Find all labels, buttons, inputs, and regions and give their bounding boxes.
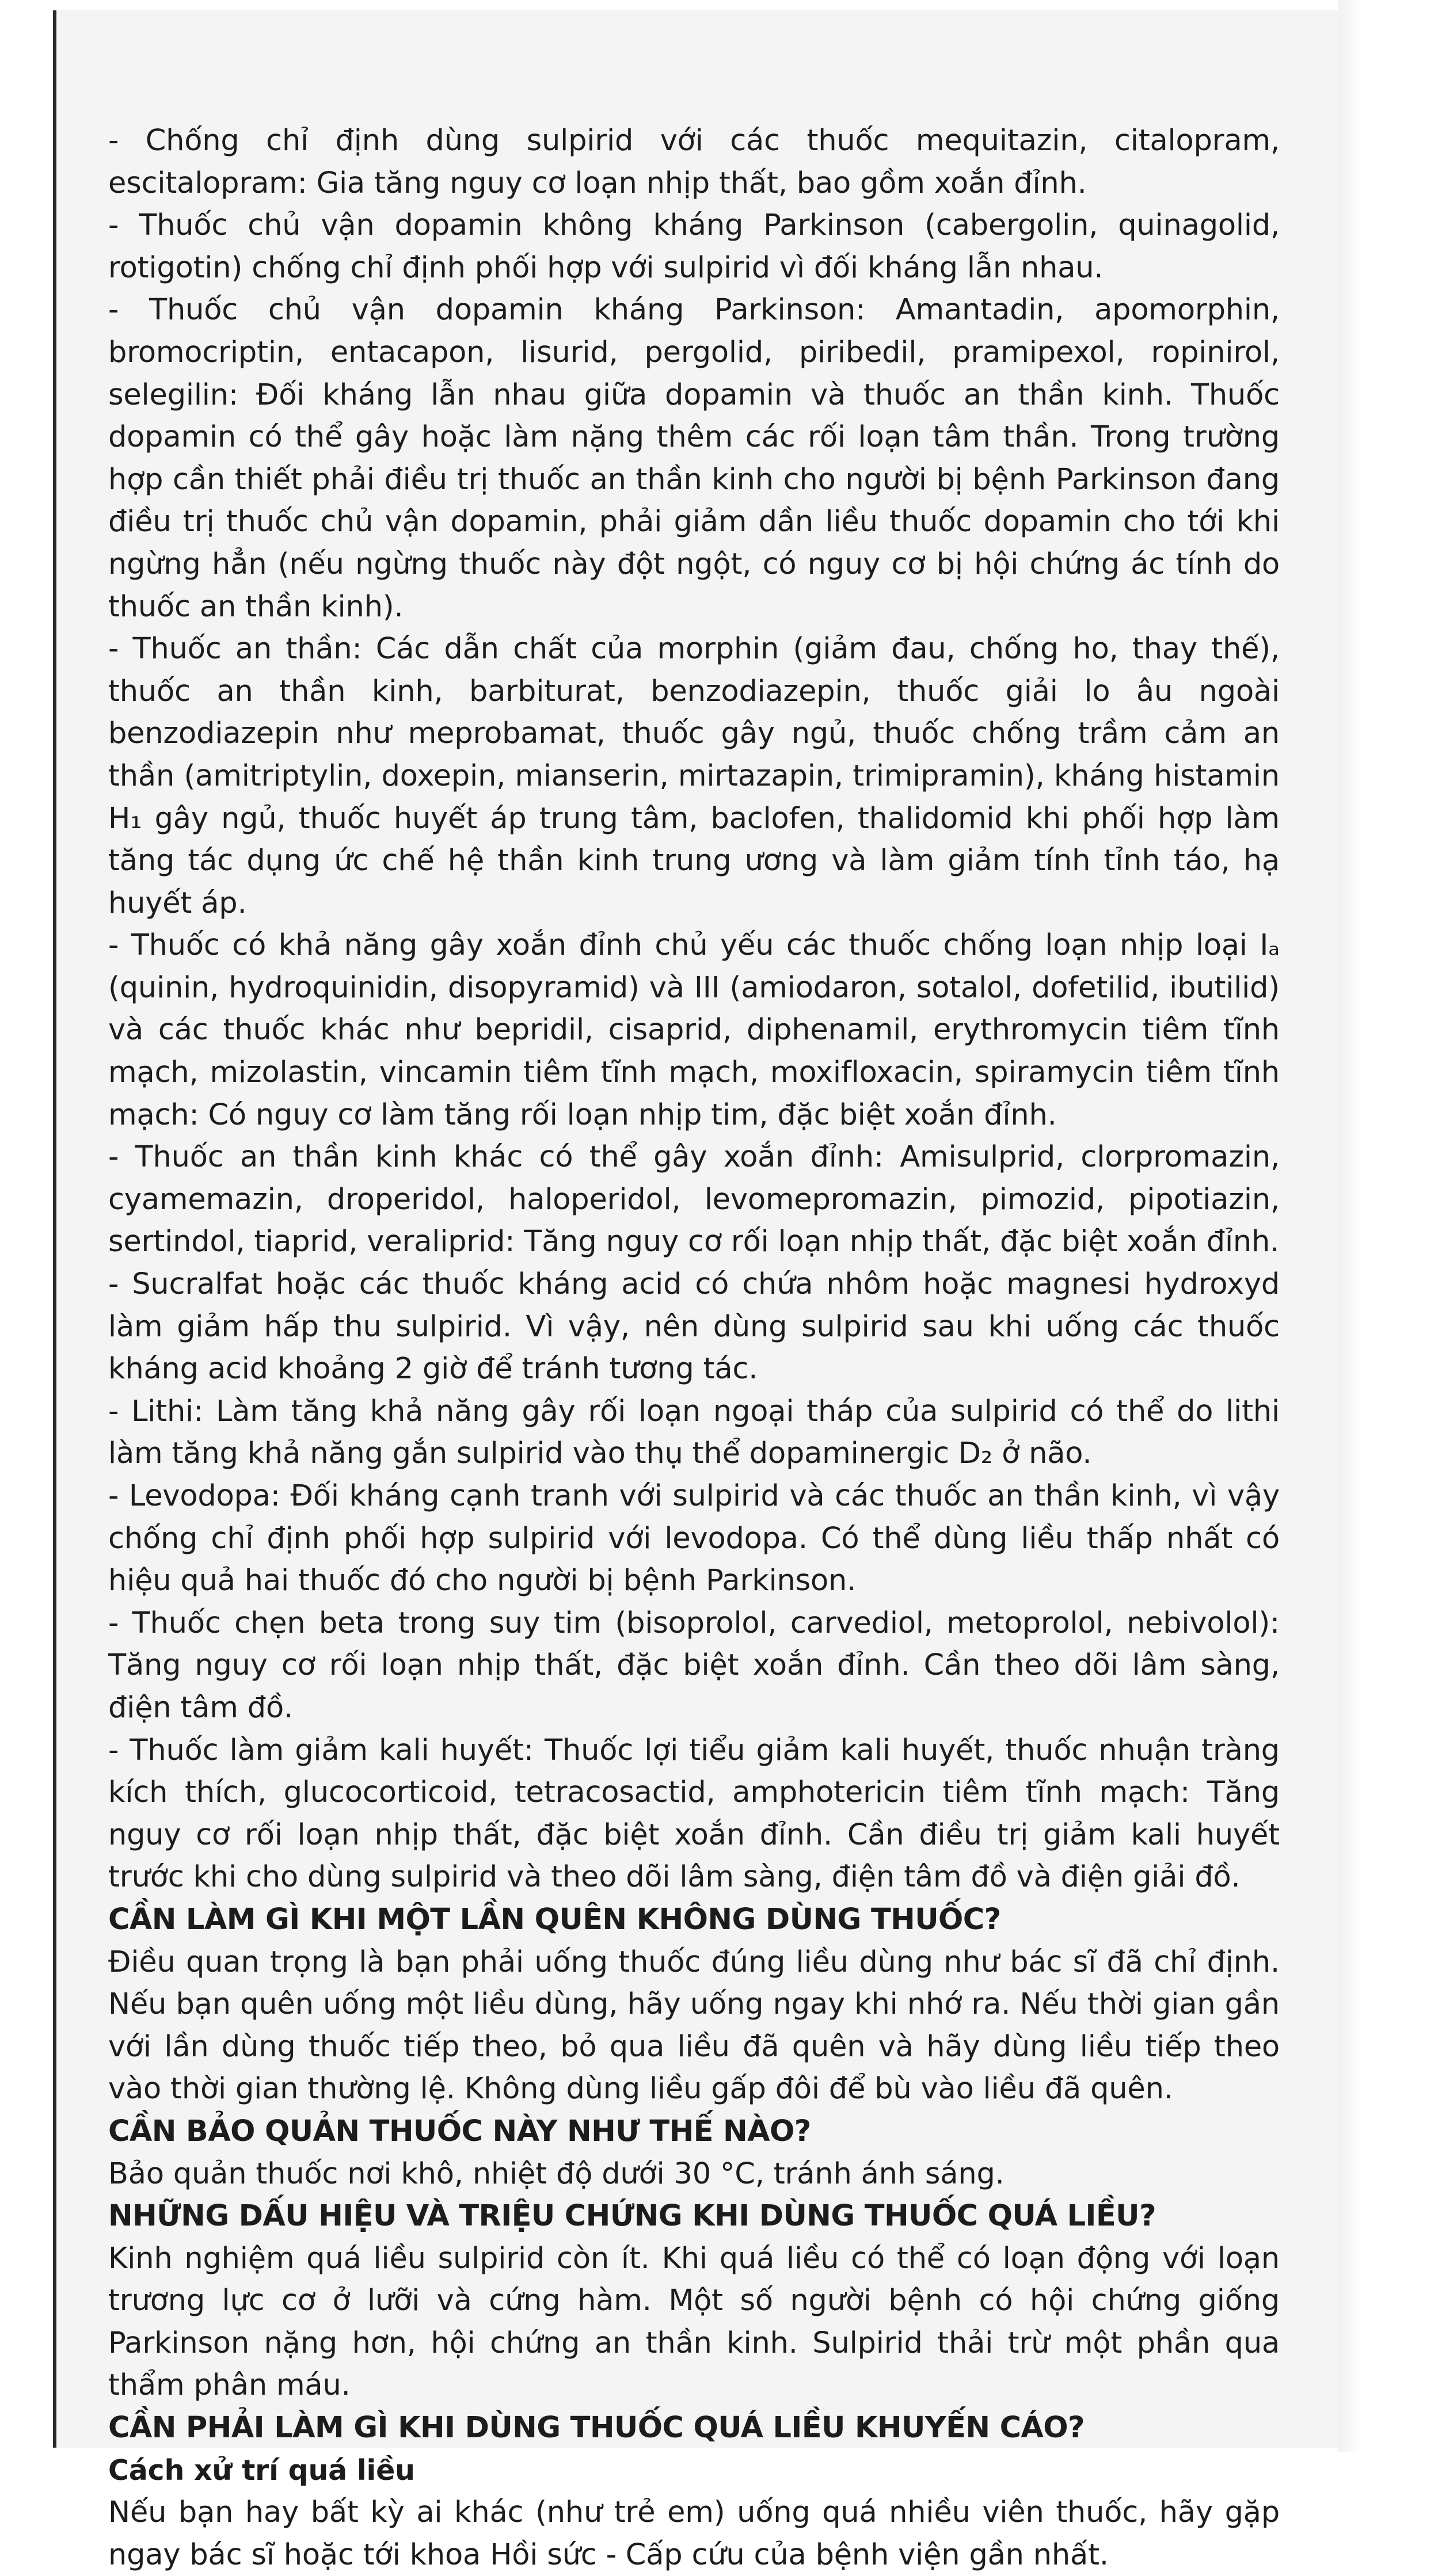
interaction-paragraph: - Thuốc làm giảm kali huyết: Thuốc lợi tiểu giảm kali huyết, thuốc nhuận tràng kích thích, glucocorticoid, tetracosactid, amphotericin tiêm tĩnh mạch: Tăng nguy cơ rối loạn nhịp thất, đặc biệt xoắn đỉnh. Cần điều trị giảm kali huyết trước khi cho dùng sulpirid và theo dõi lâm sàng, điện tâm đồ và điện giải đồ. — [108, 1733, 1280, 1895]
interaction-paragraph: - Thuốc chẹn beta trong suy tim (bisoprolol, carvediol, metoprolol, nebivolol): Tăng nguy cơ rối loạn nhịp thất, đặc biệt xoắn đỉnh. Cần theo dõi lâm sàng, điện tâm đồ. — [108, 1606, 1280, 1725]
missed-dose-heading: CẦN LÀM GÌ KHI MỘT LẦN QUÊN KHÔNG DÙNG THUỐC? — [108, 1902, 1001, 1937]
interaction-paragraph: - Levodopa: Đối kháng cạnh tranh với sulpirid và các thuốc an thần kinh, vì vậy chống chỉ định phối hợp sulpirid với levodopa. Có thể dùng liều thấp nhất có hiệu quả hai thuốc đó cho người bị bệnh Parkinson. — [108, 1479, 1280, 1598]
storage-text: Bảo quản thuốc nơi khô, nhiệt độ dưới 30 °C, tránh ánh sáng. — [108, 2156, 1005, 2191]
overdose-action-text: Nếu bạn hay bất kỳ ai khác (như trẻ em) uống quá nhiều viên thuốc, hãy gặp ngay bác sĩ hoặc tới khoa Hồi sức - Cấp cứu của bệnh viện gần nhất. — [108, 2495, 1280, 2572]
overdose-action-heading: CẦN PHẢI LÀM GÌ KHI DÙNG THUỐC QUÁ LIỀU KHUYẾN CÁO? — [108, 2411, 1085, 2445]
missed-dose-text: Điều quan trọng là bạn phải uống thuốc đúng liều dùng như bác sĩ đã chỉ định. Nếu bạn quên uống một liều dùng, hãy uống ngay khi nhớ ra. Nếu thời gian gần với lần dùng thuốc tiếp theo, bỏ qua liều đã quên và hãy dùng liều tiếp theo vào thời gian thường lệ. Không dùng liều gấp đôi để bù vào liều đã quên. — [108, 1945, 1280, 2106]
leaflet-content — [108, 120, 1280, 2576]
interaction-paragraph: - Thuốc an thần: Các dẫn chất của morphin (giảm đau, chống ho, thay thế), thuốc an thần kinh, barbiturat, benzodiazepin, thuốc giải lo âu ngoài benzodiazepin như meprobamat, thuốc gây ngủ, thuốc chống trầm cảm an thần (amitriptylin, doxepin, mianserin, mirtazapin, trimipramin), kháng histamin H₁ gây ngủ, thuốc huyết áp trung tâm, baclofen, thalidomid khi phối hợp làm tăng tác dụng ức chế hệ thần kinh trung ương và làm giảm tính tỉnh táo, hạ huyết áp. — [108, 632, 1280, 920]
overdose-signs-text: Kinh nghiệm quá liều sulpirid còn ít. Khi quá liều có thể có loạn động với loạn trương lực cơ ở lưỡi và cứng hàm. Một số người bệnh có hội chứng giống Parkinson nặng hơn, hội chứng an thần kinh. Sulpirid thải trừ một phần qua thẩm phân máu. — [108, 2241, 1280, 2403]
page-edge — [1338, 0, 1361, 2452]
interaction-paragraph: - Thuốc an thần kinh khác có thể gây xoắn đỉnh: Amisulprid, clorpromazin, cyamemazin, droperidol, haloperidol, levomepromazin, pimozid, pipotiazin, sertindol, tiaprid, veraliprid: Tăng nguy cơ rối loạn nhịp thất, đặc biệt xoắn đỉnh. — [108, 1140, 1280, 1259]
interaction-paragraph: - Thuốc chủ vận dopamin không kháng Parkinson (cabergolin, quinagolid, rotigotin) chống chỉ định phối hợp với sulpirid vì đối kháng lẫn nhau. — [108, 208, 1280, 285]
overdose-signs-heading: NHỮNG DẤU HIỆU VÀ TRIỆU CHỨNG KHI DÙNG THUỐC QUÁ LIỀU? — [108, 2199, 1156, 2234]
interaction-paragraph: - Thuốc có khả năng gây xoắn đỉnh chủ yếu các thuốc chống loạn nhịp loại Iₐ (quinin, hydroquinidin, disopyramid) và III (amiodaron, sotalol, dofetilid, ibutilid) và các thuốc khác như bepridil, cisaprid, diphenamil, erythromycin tiêm tĩnh mạch, mizolastin, vincamin tiêm tĩnh mạch, moxifloxacin, spiramycin tiêm tĩnh mạch: Có nguy cơ làm tăng rối loạn nhịp tim, đặc biệt xoắn đỉnh. — [108, 928, 1280, 1132]
storage-heading: CẦN BẢO QUẢN THUỐC NÀY NHƯ THẾ NÀO? — [108, 2114, 811, 2148]
interaction-paragraph: - Chống chỉ định dùng sulpirid với các thuốc mequitazin, citalopram, escitalopram: Gia tăng nguy cơ loạn nhịp thất, bao gồm xoắn đỉnh. — [108, 124, 1280, 200]
interaction-paragraph: - Sucralfat hoặc các thuốc kháng acid có chứa nhôm hoặc magnesi hydroxyd làm giảm hấp thu sulpirid. Vì vậy, nên dùng sulpirid sau khi uống các thuốc kháng acid khoảng 2 giờ để tránh tương tác. — [108, 1267, 1280, 1386]
overdose-management-subheading: Cách xử trí quá liều — [108, 2453, 415, 2487]
interaction-paragraph: - Lithi: Làm tăng khả năng gây rối loạn ngoại tháp của sulpirid có thể do lithi làm tăng khả năng gắn sulpirid vào thụ thể dopaminergic D₂ ở não. — [108, 1394, 1280, 1471]
interaction-paragraph: - Thuốc chủ vận dopamin kháng Parkinson: Amantadin, apomorphin, bromocriptin, entacapon, lisurid, pergolid, piribedil, pramipexol, ropinirol, selegilin: Đối kháng lẫn nhau giữa dopamin và thuốc an thần kinh. Thuốc dopamin có thể gây hoặc làm nặng thêm các rối loạn tâm thần. Trong trường hợp cần thiết phải điều trị thuốc an thần kinh cho người bị bệnh Parkinson đang điều trị thuốc chủ vận dopamin, phải giảm dần liều thuốc dopamin cho tới khi ngừng hẳn (nếu ngừng thuốc này đột ngột, có nguy cơ bị hội chứng ác tính do thuốc an thần kinh). — [108, 293, 1280, 624]
